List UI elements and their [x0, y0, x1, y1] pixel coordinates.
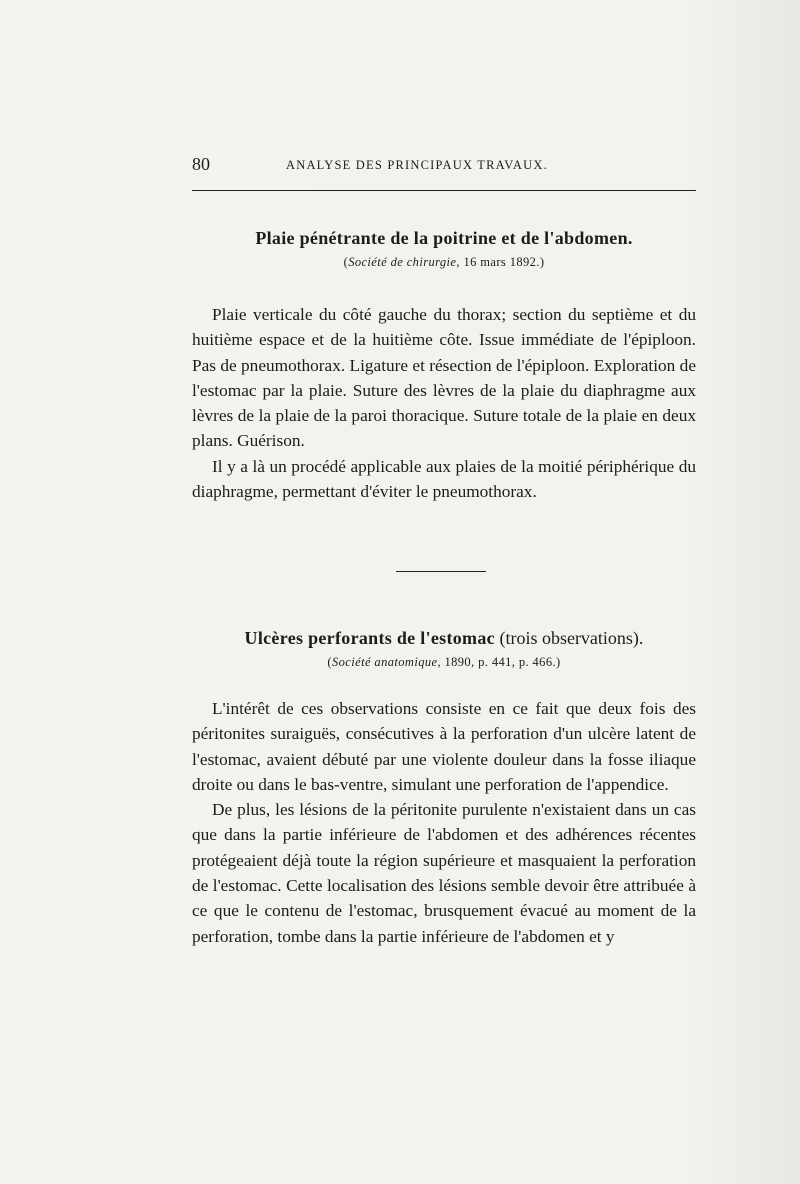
section-plaie-penetrante [192, 226, 696, 504]
header-divider [192, 190, 696, 191]
citation-open: ( [343, 255, 349, 269]
page-number: 80 [192, 154, 210, 174]
paragraph: Plaie verticale du côté gauche du thorax; section du septième et du huitième espace et de la huitième côte. Issue immédiate de l'épiploon. Pas de pneumothorax. Ligature et résection de l'épiploon. Exploration de l'estomac par la plaie. Suture des lèvres de la plaie du diaphragme aux lèvres de la plaie de la paroi thoracique. Suture totale de la plaie en deux plans. Guérison. [192, 305, 696, 451]
page-header [192, 154, 696, 178]
section-body [192, 696, 696, 949]
citation-details: , 16 mars 1892.) [456, 255, 545, 269]
section-title-note: (trois observations). [494, 628, 644, 648]
section-citation [192, 252, 696, 272]
section-title-text: Ulcères perforants de l'estomac [244, 628, 495, 648]
section-title-text: Plaie pénétrante de la poitrine et de l'abdomen. [255, 228, 633, 248]
section-citation [192, 652, 696, 672]
section-ulceres-perforants [192, 626, 696, 949]
section-title [192, 226, 696, 250]
paragraph: Il y a là un procédé applicable aux plaies de la moitié périphérique du diaphragme, permettant d'éviter le pneumothorax. [192, 456, 696, 502]
section-body [192, 302, 696, 504]
paragraph: De plus, les lésions de la péritonite purulente n'existaient dans un cas que dans la partie inférieure de l'abdomen et des adhérences récentes protégeaient déjà toute la région supérieure et masquaient la perforation de l'estomac. Cette localisation des lésions semble devoir être attribuée à ce que le contenu de l'estomac, brusquement évacué au moment de la perforation, tombe dans la partie inférieure de l'abdomen et y [192, 800, 696, 946]
section-title [192, 626, 696, 650]
citation-source: Société de chirurgie [348, 255, 457, 269]
paragraph: L'intérêt de ces observations consiste en ce fait que deux fois des péritonites suraiguës, consécutives à la perforation d'un ulcère latent de l'estomac, avaient débuté par une violente douleur dans la fosse iliaque droite ou dans le bas-ventre, simulant une perforation de l'appendice. [192, 699, 696, 794]
citation-source: Société anatomique [332, 655, 438, 669]
citation-open: ( [327, 655, 332, 669]
citation-details: , 1890, p. 441, p. 466.) [437, 655, 561, 669]
section-separator [396, 571, 486, 572]
running-title: ANALYSE DES PRINCIPAUX TRAVAUX. [286, 158, 548, 172]
